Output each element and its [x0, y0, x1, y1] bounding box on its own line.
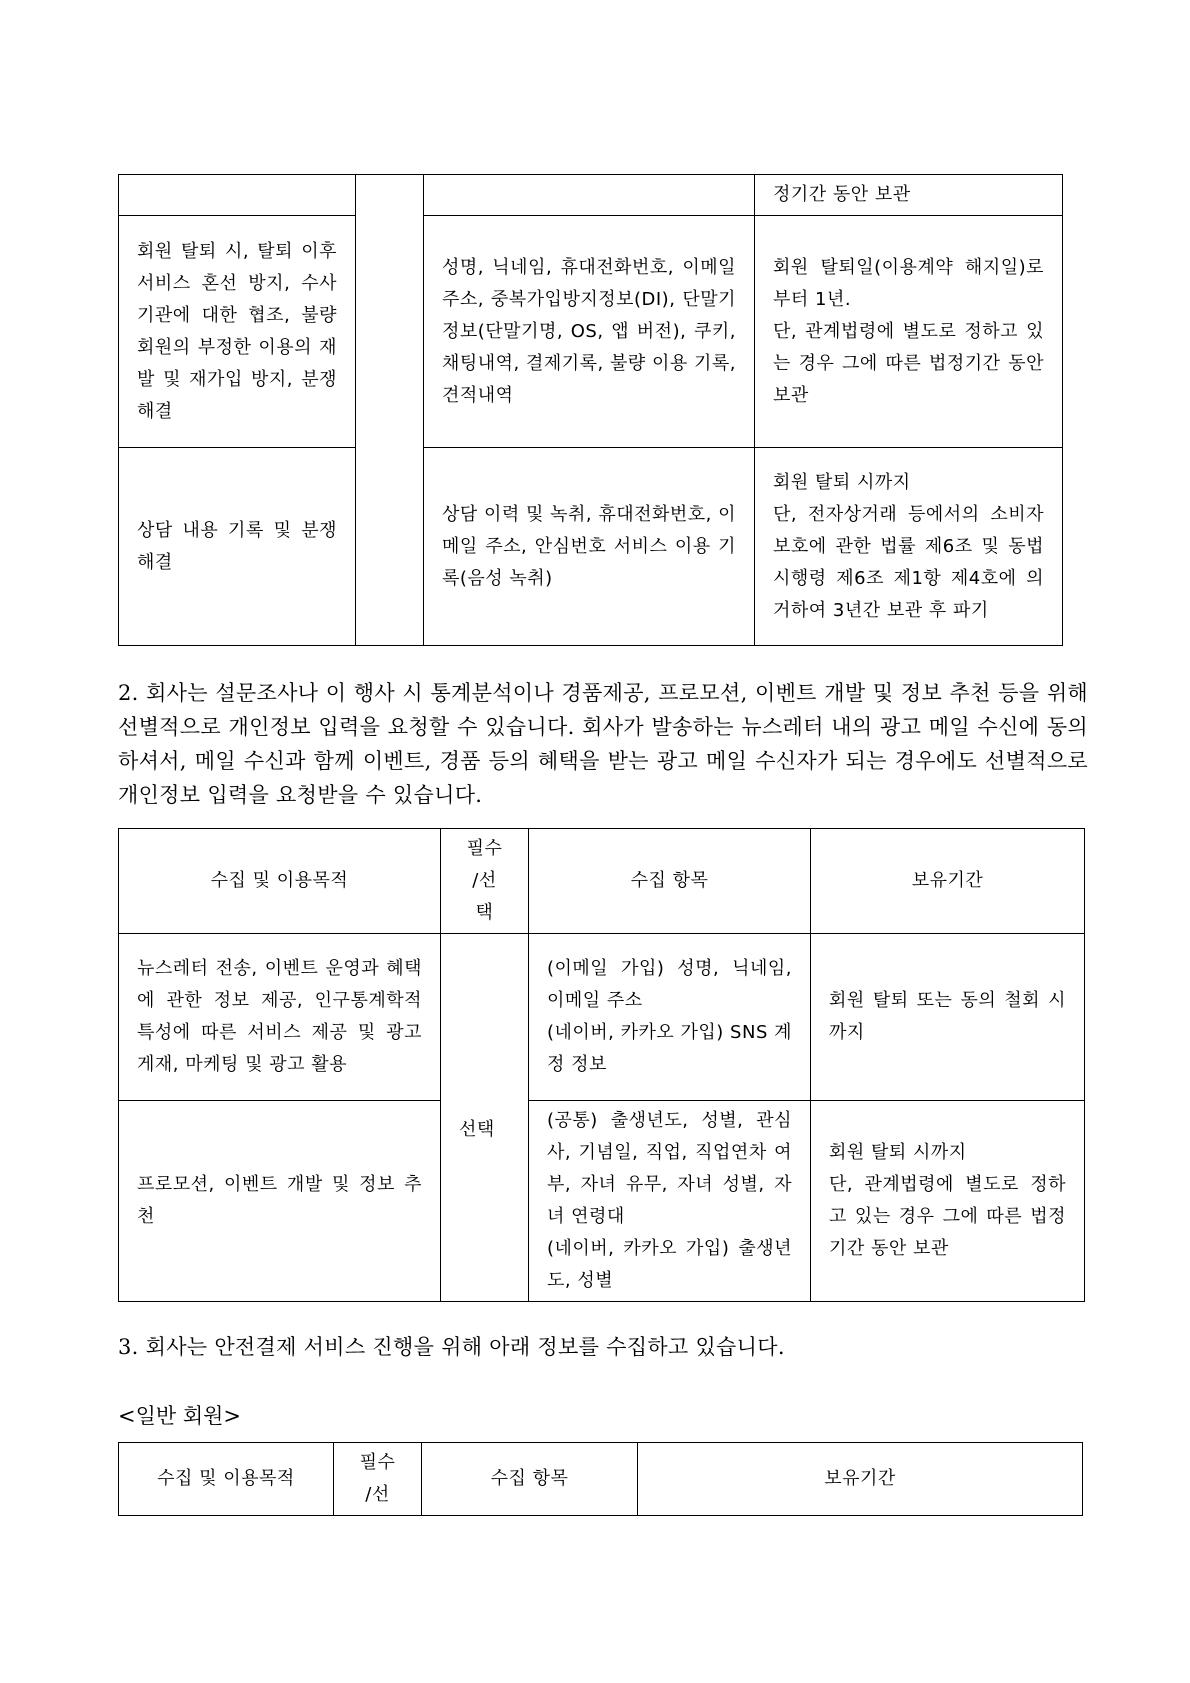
required-cell — [356, 175, 424, 646]
period-cell: 회원 탈퇴 또는 동의 철회 시까지 — [811, 934, 1085, 1101]
items-cell: (공통) 출생년도, 성별, 관심사, 기념일, 직업, 직업연차 여부, 자녀 유무, 자녀 성별, 자녀 연령대 (네이버, 카카오 가입) 출생년도, 성별 — [529, 1101, 811, 1302]
items-cell: (이메일 가입) 성명, 닉네임, 이메일 주소 (네이버, 카카오 가입) SNS 계정 정보 — [529, 934, 811, 1101]
purpose-cell: 회원 탈퇴 시, 탈퇴 이후 서비스 혼선 방지, 수사기관에 대한 협조, 불량 회원의 부정한 이용의 재발 및 재가입 방지, 분쟁 해결 — [119, 216, 356, 448]
table-row — [119, 175, 1063, 216]
payment-info-table — [118, 1442, 1083, 1516]
period-cell: 회원 탈퇴 시까지 단, 관계법령에 별도로 정하고 있는 경우 그에 따른 법정기간 동안 보관 — [811, 1101, 1085, 1302]
required-cell: 선택 — [441, 934, 529, 1302]
paragraph-3: 3. 회사는 안전결제 서비스 진행을 위해 아래 정보를 수집하고 있습니다. — [118, 1335, 785, 1359]
header-period: 보유기간 — [638, 1443, 1083, 1516]
header-required: 필수 /선 택 — [441, 829, 529, 934]
header-purpose: 수집 및 이용목적 — [119, 1443, 334, 1516]
table-row — [119, 934, 1085, 1101]
period-cell: 회원 탈퇴 시까지 단, 전자상거래 등에서의 소비자보호에 관한 법률 제6조 및 동법 시행령 제6조 제1항 제4호에 의거하여 3년간 보관 후 파기 — [755, 448, 1063, 646]
purpose-cell: 상담 내용 기록 및 분쟁 해결 — [119, 448, 356, 646]
purpose-cell — [119, 175, 356, 216]
retention-table-continued — [118, 174, 1063, 646]
header-items: 수집 항목 — [529, 829, 811, 934]
header-purpose: 수집 및 이용목적 — [119, 829, 441, 934]
header-items: 수집 항목 — [422, 1443, 638, 1516]
header-period: 보유기간 — [811, 829, 1085, 934]
period-cell: 정기간 동안 보관 — [755, 175, 1063, 216]
items-cell: 성명, 닉네임, 휴대전화번호, 이메일 주소, 중복가입방지정보(DI), 단말기 정보(단말기명, OS, 앱 버전), 쿠키, 채팅내역, 결제기록, 불량 이용 기록, 견적내역 — [424, 216, 755, 448]
general-member-label: <일반 회원> — [118, 1404, 242, 1428]
items-cell — [424, 175, 755, 216]
purpose-cell: 프로모션, 이벤트 개발 및 정보 추천 — [119, 1101, 441, 1302]
table-header-row — [119, 829, 1085, 934]
table-header-row — [119, 1443, 1083, 1516]
table-row — [119, 216, 1063, 448]
purpose-cell: 뉴스레터 전송, 이벤트 운영과 혜택에 관한 정보 제공, 인구통계학적 특성에 따른 서비스 제공 및 광고 게재, 마케팅 및 광고 활용 — [119, 934, 441, 1101]
header-required: 필수 /선 — [334, 1443, 422, 1516]
table-row — [119, 448, 1063, 646]
period-cell: 회원 탈퇴일(이용계약 해지일)로부터 1년. 단, 관계법령에 별도로 정하고 있는 경우 그에 따른 법정기간 동안 보관 — [755, 216, 1063, 448]
paragraph-2: 2. 회사는 설문조사나 이 행사 시 통계분석이나 경품제공, 프로모션, 이벤트 개발 및 정보 추천 등을 위해 선별적으로 개인정보 입력을 요청할 수 있습니다. 회사가 발송하는 뉴스레터 내의 광고 메일 수신에 동의하셔서, 메일 수신과 함께 이벤트, 경품 등의 혜택을 받는 광고 메일 수신자가 되는 경우에도 선별적으로 개인정보 입력을 요청받을 수 있습니다. — [118, 681, 1088, 807]
table-row — [119, 1101, 1085, 1302]
optional-info-table — [118, 828, 1085, 1302]
items-cell: 상담 이력 및 녹취, 휴대전화번호, 이메일 주소, 안심번호 서비스 이용 기록(음성 녹취) — [424, 448, 755, 646]
